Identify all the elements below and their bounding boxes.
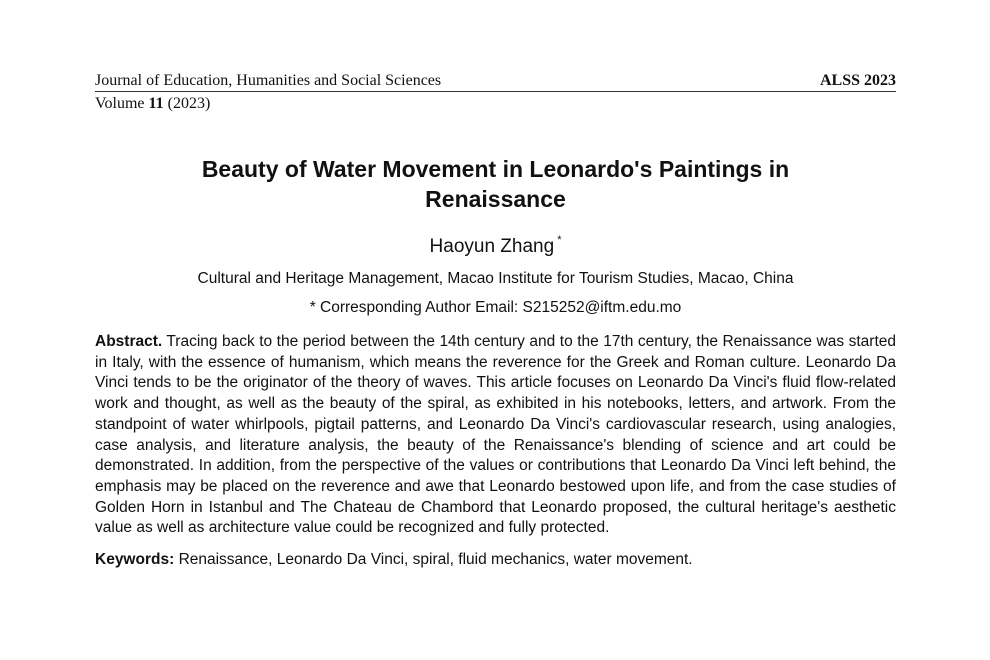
author-affiliation: Cultural and Heritage Management, Macao Institute for Tourism Studies, Macao, China <box>197 270 794 287</box>
author-line <box>95 229 896 258</box>
author-name: Haoyun Zhang <box>429 236 555 257</box>
conference-name: ALSS 2023 <box>819 72 896 89</box>
corresponding-author-email: * Corresponding Author Email: S215252@iftm.edu.mo <box>309 299 682 316</box>
volume-line <box>95 94 896 113</box>
abstract-text: Tracing back to the period between the 14th century and to the 17th century, the Renaissance was started in Italy, with the essence of humanism, which means the reverence for the Greek and Roman culture. Leonardo Da Vinci tends to be the originator of the theory of waves. This article focuses on Leonardo Da Vinci's fluid flow-related work and thought, as well as the beauty of the spiral, as exhibited in his notebooks, letters, and artwork. From the standpoint of water whirlpools, pigtail patterns, and Leonardo Da Vinci's cardiovascular research, using analogies, case analysis, and literature analysis, the beauty of the Renaissance's blending of science and art could be demonstrated. In addition, from the perspective of the values or contributions that Leonardo Da Vinci left behind, the emphasis may be placed on the reverence and awe that Leonardo bestowed upon life, and from the case studies of Golden Horn in Istanbul and The Chateau de Chambord that Leonardo proposed, the cultural heritage's aesthetic value as well as architecture value could be recognized and fully protected. <box>95 333 896 537</box>
corresponding-mark: * <box>557 234 562 246</box>
running-header <box>95 72 896 92</box>
keywords-label: Keywords: <box>95 551 175 569</box>
volume-year: (2023) <box>167 95 211 112</box>
keywords-text: Renaissance, Leonardo Da Vinci, spiral, fluid mechanics, water movement. <box>178 551 693 569</box>
paper-first-page <box>95 72 896 570</box>
abstract-label: Abstract. <box>95 333 163 350</box>
keywords <box>95 550 896 570</box>
volume-label: Volume <box>95 95 145 112</box>
abstract <box>95 332 896 539</box>
paper-title: Beauty of Water Movement in Leonardo's Paintings in Renaissance <box>201 156 790 212</box>
volume-number: 11 <box>148 95 164 112</box>
journal-name: Journal of Education, Humanities and Social Sciences <box>95 72 442 89</box>
